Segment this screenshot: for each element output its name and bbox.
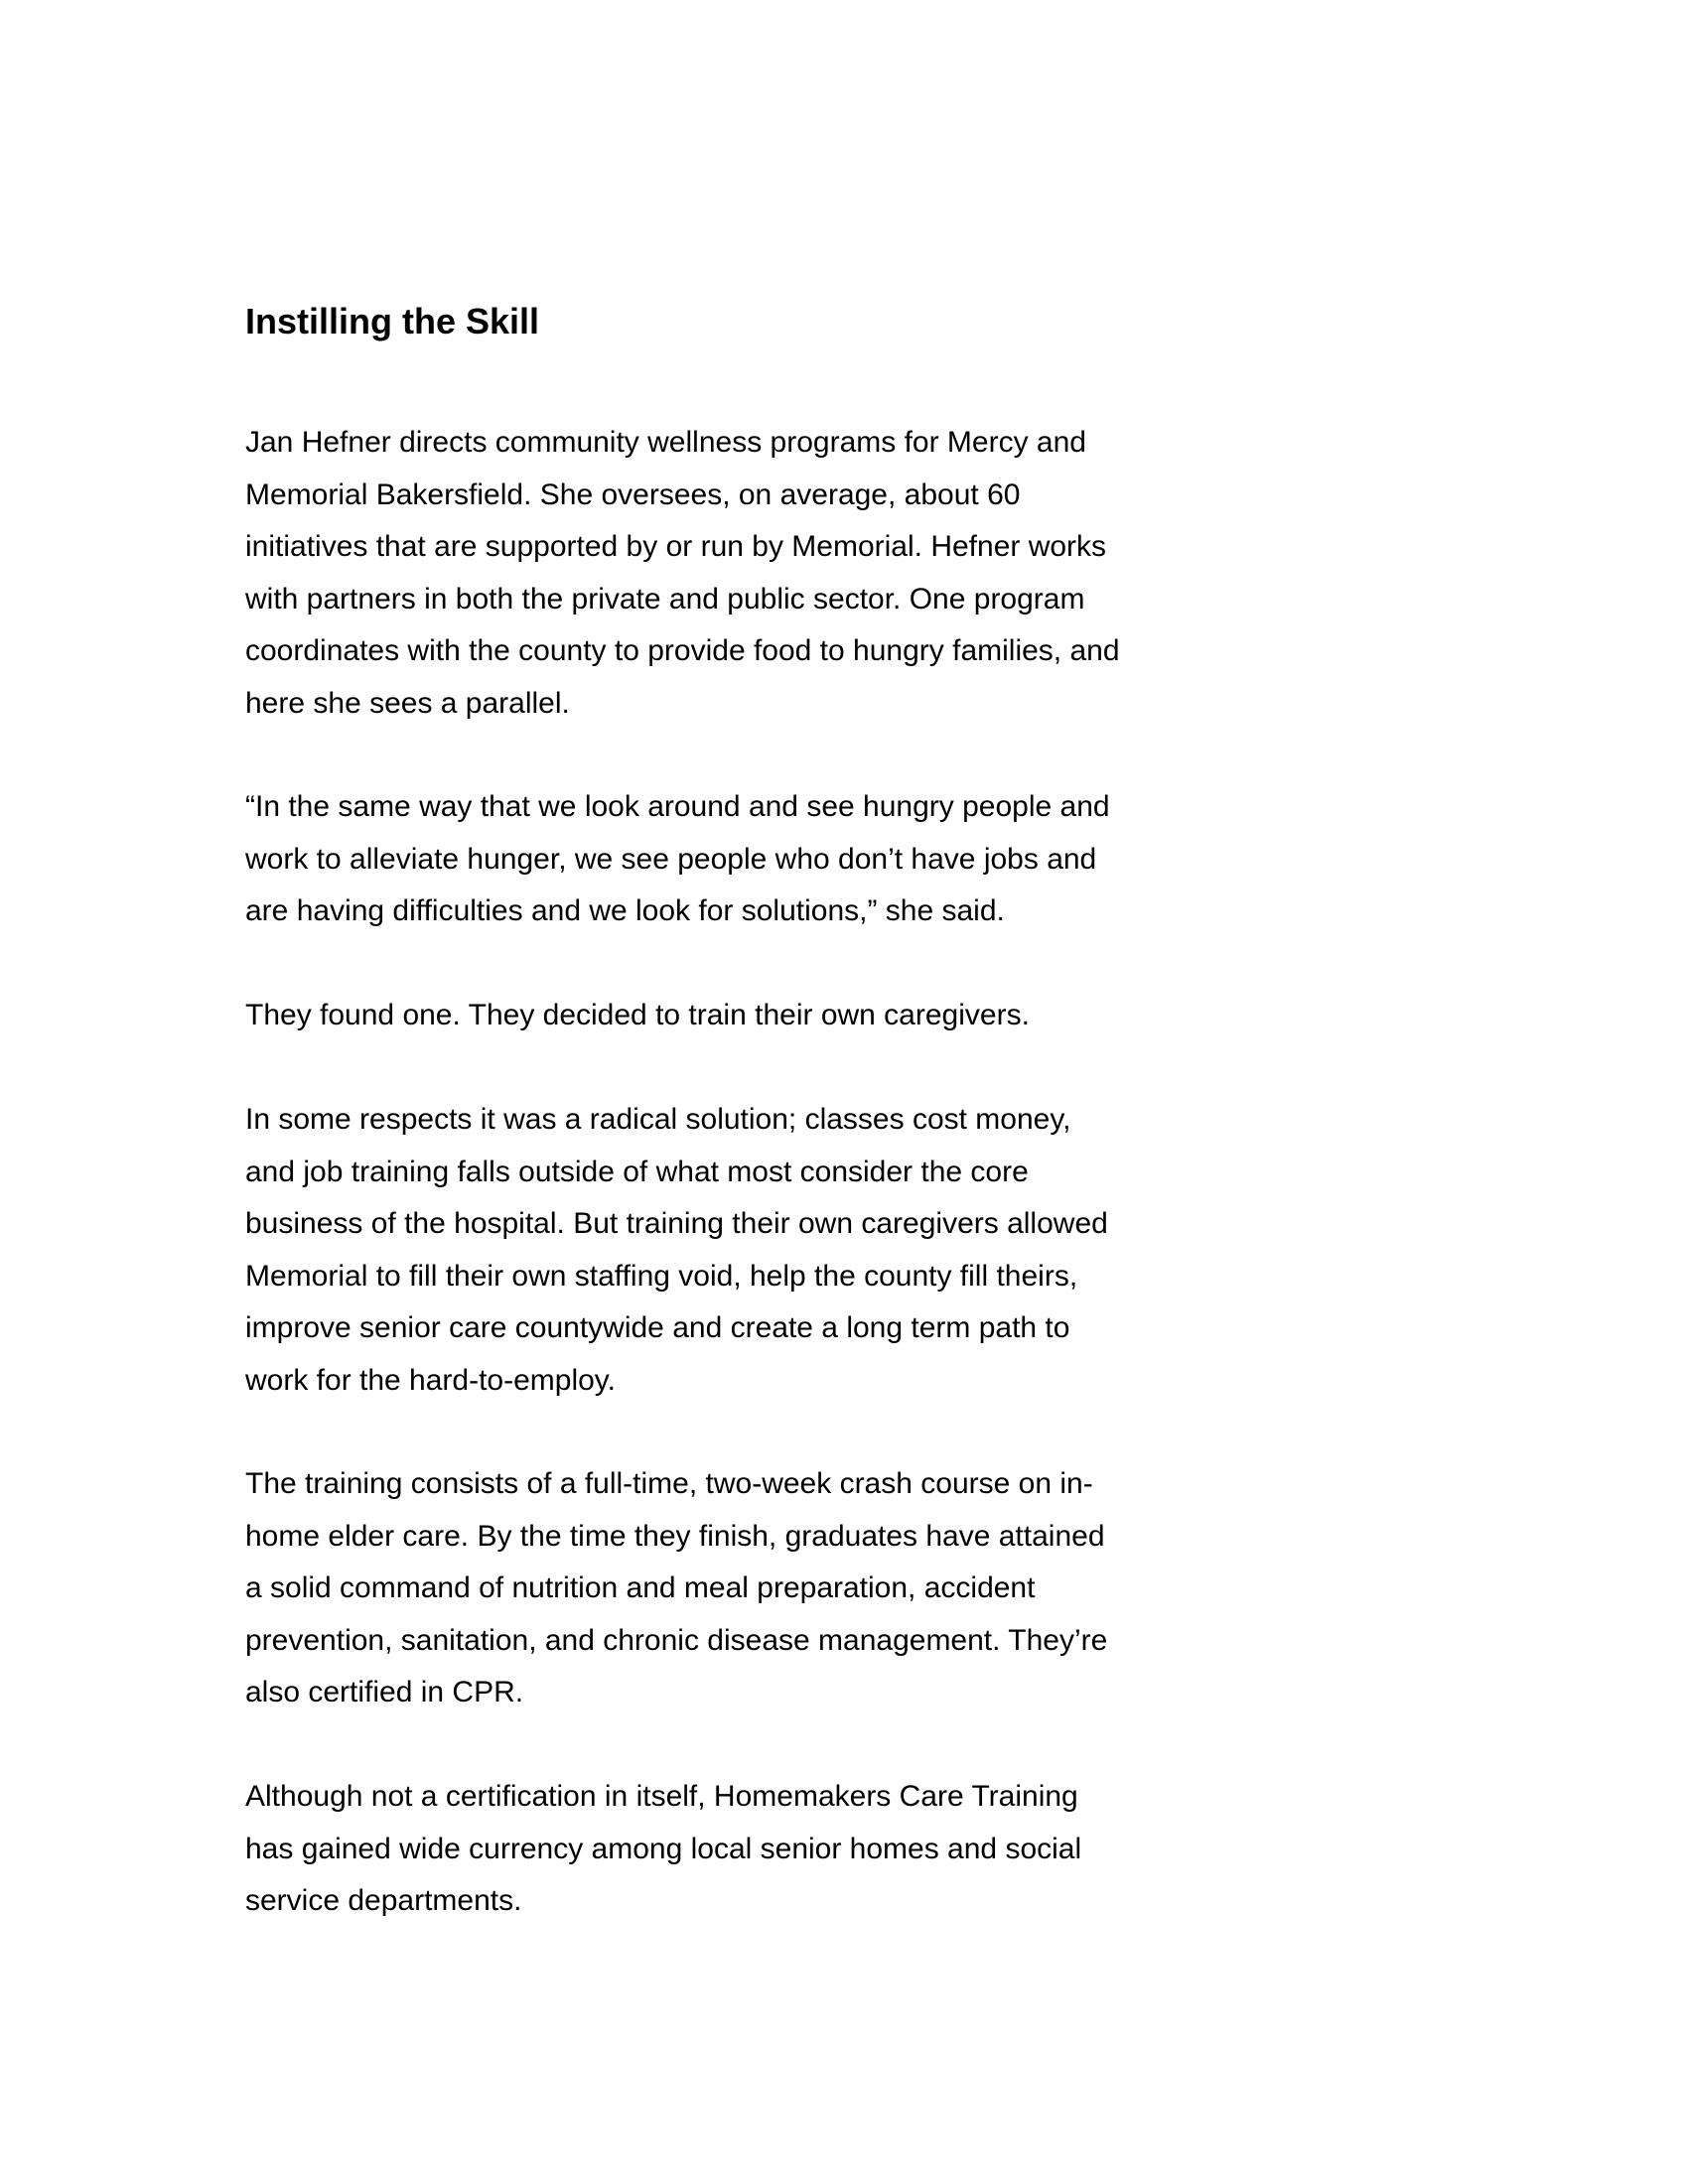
text-line: has gained wide currency among local senior homes and social (245, 1832, 1082, 1865)
paragraph-3 (245, 990, 1030, 1042)
text-line: initiatives that are supported by or run by Memorial. Hefner works (245, 530, 1107, 563)
paragraph-1 (245, 417, 1120, 730)
text-line: work for the hard-to-employ. (245, 1363, 616, 1397)
text-line: Memorial Bakersfield. She oversees, on average, about 60 (245, 478, 1021, 511)
paragraph-5 (245, 1458, 1107, 1719)
text-line: They found one. They decided to train their own caregivers. (245, 999, 1030, 1031)
article-body (245, 296, 1139, 1917)
text-line: here she sees a parallel. (245, 686, 570, 720)
text-line: are having difficulties and we look for solutions,” she said. (245, 894, 1005, 927)
text-line: Memorial to fill their own staffing void, help the county fill theirs, (245, 1259, 1078, 1293)
text-line: coordinates with the county to provide food to hungry families, and (245, 634, 1120, 667)
text-line: Jan Hefner directs community wellness programs for Mercy and (245, 426, 1086, 459)
text-line: business of the hospital. But training their own caregivers allowed (245, 1207, 1108, 1240)
text-line: also certified in CPR. (245, 1676, 524, 1708)
text-line: improve senior care countywide and create a long term path to (245, 1311, 1070, 1344)
text-line: prevention, sanitation, and chronic disease management. They’re (245, 1623, 1108, 1657)
paragraph-4 (245, 1094, 1108, 1407)
text-line: The training consists of a full-time, two-week crash course on in- (245, 1467, 1093, 1500)
paragraph-2 (245, 781, 1110, 938)
paragraph-6 (245, 1771, 1081, 1928)
text-line: home elder care. By the time they finish, graduates have attained (245, 1519, 1105, 1553)
text-line: In some respects it was a radical solution; classes cost money, (245, 1103, 1071, 1136)
text-line: with partners in both the private and public sector. One program (245, 582, 1085, 615)
text-line: service departments. (245, 1884, 522, 1917)
text-line: and job training falls outside of what most consider the core (245, 1155, 1029, 1188)
article-heading: Instilling the Skill (245, 301, 540, 341)
text-line: Although not a certification in itself, Homemakers Care Training (245, 1780, 1078, 1813)
text-line: “In the same way that we look around and see hungry people and (245, 790, 1110, 823)
text-line: a solid command of nutrition and meal preparation, accident (245, 1571, 1036, 1604)
text-line: work to alleviate hunger, we see people who don’t have jobs and (245, 842, 1097, 876)
